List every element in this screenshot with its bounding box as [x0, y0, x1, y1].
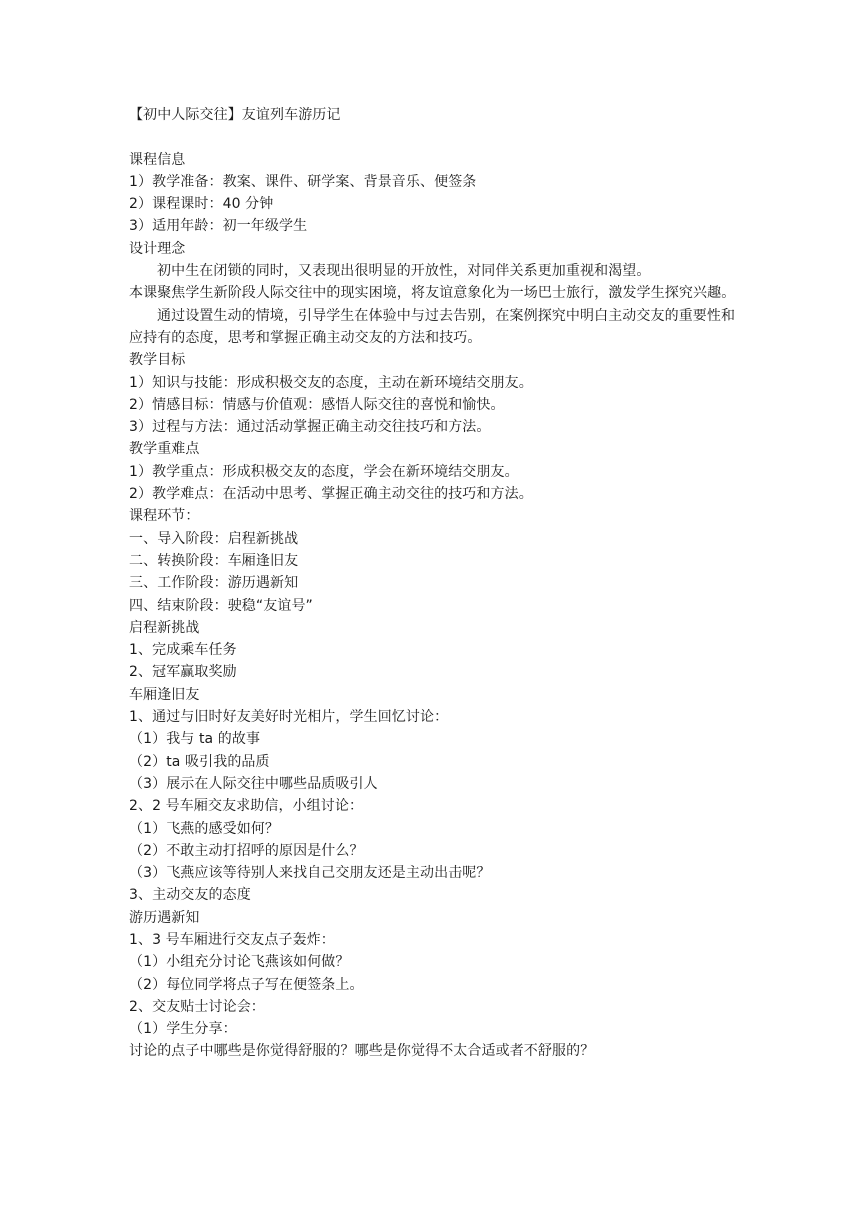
document-line: 二、转换阶段：车厢逢旧友 — [129, 552, 299, 569]
document-line: 2）情感目标：情感与价值观：感悟人际交往的喜悦和愉快。 — [129, 396, 505, 413]
document-line: 1）教学准备：教案、课件、研学案、背景音乐、便签条 — [129, 173, 477, 190]
document-line: （2）不敢主动打招呼的原因是什么？ — [129, 842, 364, 859]
document-body — [129, 104, 739, 1063]
document-line: （3）飞燕应该等待别人来找自己交朋友还是主动出击呢？ — [129, 865, 491, 882]
document-line: 3）适用年龄：初一年级学生 — [129, 218, 308, 235]
document-line: 2）教学难点：在活动中思考、掌握正确主动交往的技巧和方法。 — [129, 486, 533, 503]
document-line: 课程环节： — [129, 508, 200, 525]
document-line: 初中生在闭锁的同时，又表现出很明显的开放性，对同伴关系更加重视和渴望。 — [157, 263, 651, 280]
document-line: （1）学生分享： — [129, 1021, 237, 1038]
document-line: 教学重难点 — [129, 441, 200, 458]
document-line: 1、通过与旧时好友美好时光相片，学生回忆讨论： — [129, 709, 449, 726]
document-line: 讨论的点子中哪些是你觉得舒服的？哪些是你觉得不太合适或者不舒服的？ — [129, 1043, 595, 1060]
document-line: （1）小组充分讨论飞燕该如何做？ — [129, 954, 350, 971]
document-line: 1、完成乘车任务 — [129, 642, 237, 659]
document-line: 2、交友贴士讨论会： — [129, 998, 265, 1015]
document-line: 游历遇新知 — [129, 909, 200, 926]
document-line: 3）过程与方法：通过活动掌握正确主动交往技巧和方法。 — [129, 419, 491, 436]
document-line: 1、3 号车厢进行交友点子轰炸： — [129, 931, 335, 948]
document-line: （2）ta 吸引我的品质 — [129, 753, 270, 770]
document-line: 2、冠军赢取奖励 — [129, 664, 237, 681]
document-line: （2）每位同学将点子写在便签条上。 — [129, 976, 364, 993]
document-line: 三、工作阶段：游历遇新知 — [129, 575, 299, 592]
document-line: 一、导入阶段：启程新挑战 — [129, 530, 299, 547]
document-line: 车厢逢旧友 — [129, 686, 200, 703]
document-line: 3、主动交友的态度 — [129, 887, 251, 904]
document-lines — [129, 149, 739, 1063]
document-line: 课程信息 — [129, 151, 186, 168]
document-line: 教学目标 — [129, 352, 186, 369]
document-line: 本课聚焦学生新阶段人际交往中的现实困境，将友谊意象化为一场巴士旅行，激发学生探究兴趣。 — [129, 285, 736, 302]
document-line: 启程新挑战 — [129, 619, 200, 636]
document-line: 2）课程课时：40 分钟 — [129, 196, 274, 213]
document-line: （1）我与 ta 的故事 — [129, 731, 261, 748]
document-line: 1）知识与技能：形成积极交友的态度，主动在新环境结交朋友。 — [129, 374, 533, 391]
document-title: 【初中人际交往】友谊列车游历记 — [129, 107, 341, 123]
document-line: 四、结束阶段：驶稳“友谊号” — [129, 597, 313, 614]
document-line: 2、2 号车厢交友求助信，小组讨论： — [129, 798, 364, 815]
document-line: （1）飞燕的感受如何？ — [129, 820, 280, 837]
document-line: 通过设置生动的情境，引导学生在体验中与过去告别，在案例探究中明白主动交友的重要性和应持有的态度，思考和掌握正确主动交友的方法和技巧。 — [129, 307, 736, 346]
document-line: 1）教学重点：形成积极交友的态度，学会在新环境结交朋友。 — [129, 463, 519, 480]
document-line: （3）展示在人际交往中哪些品质吸引人 — [129, 775, 378, 792]
document-line: 设计理念 — [129, 240, 186, 257]
